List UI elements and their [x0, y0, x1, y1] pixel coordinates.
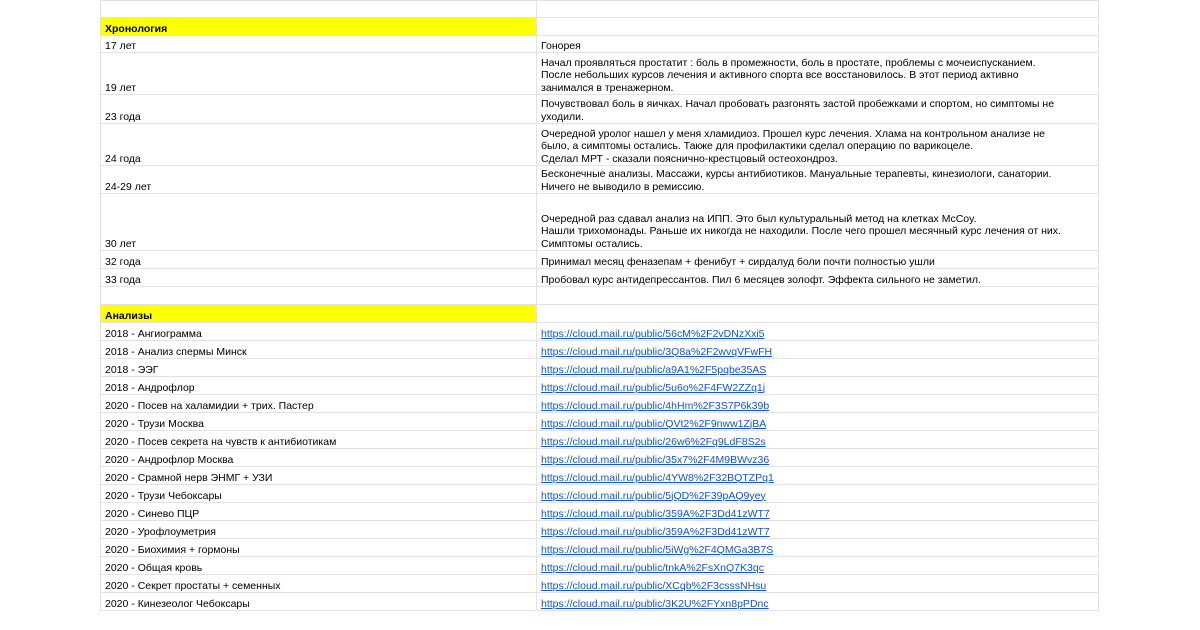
analysis-link-cell[interactable] [537, 449, 1099, 467]
age-cell[interactable]: 19 лет [101, 53, 537, 95]
analysis-link[interactable]: https://cloud.mail.ru/public/3K2U%2FYxn8pPDnc [541, 597, 769, 610]
analysis-name-cell[interactable]: 2018 - Анализ спермы Минск [101, 341, 537, 359]
event-cell[interactable] [537, 194, 1099, 251]
analysis-link[interactable]: https://cloud.mail.ru/public/5u6o%2F4FW2ZZq1j [541, 381, 766, 394]
age-cell[interactable]: 24-29 лет [101, 166, 537, 194]
analysis-name-cell[interactable]: 2020 - Секрет простаты + семенных [101, 575, 537, 593]
event-cell[interactable] [537, 251, 1099, 269]
analysis-link[interactable]: https://cloud.mail.ru/public/tnkA%2FsXnQ7K3qc [541, 561, 764, 574]
cell[interactable] [101, 1, 537, 18]
event-cell[interactable] [537, 95, 1099, 124]
event-line: Ничего не выводило в ремиссию. [541, 180, 705, 193]
analyses-header[interactable]: Анализы [101, 305, 537, 323]
event-line: Симптомы остались. [541, 237, 643, 250]
chronology-row [101, 36, 1099, 53]
analysis-link-cell[interactable] [537, 377, 1099, 395]
analysis-link-cell[interactable] [537, 413, 1099, 431]
event-cell[interactable] [537, 53, 1099, 95]
analysis-link-cell[interactable] [537, 485, 1099, 503]
analysis-row [101, 503, 1099, 521]
analysis-link-cell[interactable] [537, 503, 1099, 521]
chronology-row [101, 53, 1099, 95]
analysis-link[interactable]: https://cloud.mail.ru/public/26w6%2Fq9LdF8S2s [541, 435, 766, 448]
analysis-link[interactable]: https://cloud.mail.ru/public/4YW8%2F32BQTZPq1 [541, 471, 774, 484]
analysis-row [101, 413, 1099, 431]
event-line: было, а симптомы остались. Также для профилактики сделал операцию по варикоцеле. [541, 140, 974, 152]
chronology-row [101, 95, 1099, 124]
analysis-link[interactable]: https://cloud.mail.ru/public/5iWg%2F4QMGa3B7S [541, 543, 774, 556]
analysis-name-cell[interactable]: 2020 - Посев секрета на чувств к антибиотикам [101, 431, 537, 449]
analysis-link-cell[interactable] [537, 521, 1099, 539]
chronology-row [101, 251, 1099, 269]
analysis-row [101, 557, 1099, 575]
analysis-row [101, 521, 1099, 539]
analysis-name-cell[interactable]: 2018 - ЭЭГ [101, 359, 537, 377]
analysis-link-cell[interactable] [537, 341, 1099, 359]
chronology-row [101, 269, 1099, 287]
analysis-name-cell[interactable]: 2020 - Трузи Москва [101, 413, 537, 431]
analysis-link[interactable]: https://cloud.mail.ru/public/359A%2F3Dd41zWT7 [541, 525, 770, 538]
analysis-link[interactable]: https://cloud.mail.ru/public/a9A1%2F5pqbe35AS [541, 363, 767, 376]
event-line: Бесконечные анализы. Массажи, курсы антибиотиков. Мануальные терапевты, кинезиологи, санатории. [541, 168, 1052, 180]
event-line: Пробовал курс антидепрессантов. Пил 6 месяцев золофт. Эффекта сильного не заметил. [541, 273, 981, 286]
analysis-link[interactable]: https://cloud.mail.ru/public/4hHm%2F3S7P6k39b [541, 399, 770, 412]
analysis-row [101, 377, 1099, 395]
event-cell[interactable] [537, 269, 1099, 287]
chronology-header-row [101, 18, 1099, 36]
event-line: Принимал месяц феназепам + фенибут + сирдалуд боли почти полностью ушли [541, 255, 935, 268]
event-line: Почувствовал боль в яичках. Начал пробовать разгонять застой пробежками и спортом, но симптомы не [541, 98, 1055, 110]
analysis-row [101, 341, 1099, 359]
event-cell[interactable] [537, 124, 1099, 166]
cell[interactable] [101, 287, 537, 305]
analysis-name-cell[interactable]: 2020 - Срамной нерв ЭНМГ + УЗИ [101, 467, 537, 485]
event-line: Очередной уролог нашел у меня хламидиоз. Прошел курс лечения. Хлама на контрольном анализе не [541, 127, 1045, 140]
event-line: Нашли трихомонады. Раньше их никогда не находили. После чего прошел месячный курс лечения от них. [541, 225, 1061, 237]
analysis-row [101, 485, 1099, 503]
analysis-name-cell[interactable]: 2018 - Андрофлор [101, 377, 537, 395]
analysis-name-cell[interactable]: 2020 - Общая кровь [101, 557, 537, 575]
analysis-link[interactable]: https://cloud.mail.ru/public/5jQD%2F39pAQ9yey [541, 489, 766, 502]
analysis-link[interactable]: https://cloud.mail.ru/public/359A%2F3Dd41zWT7 [541, 507, 770, 520]
analysis-link[interactable]: https://cloud.mail.ru/public/56cM%2F2vDNzXxi5 [541, 327, 765, 340]
analysis-name-cell[interactable]: 2020 - Синево ПЦР [101, 503, 537, 521]
event-line: Очередной раз сдавал анализ на ИПП. Это был культуральный метод на клетках McCoy. [541, 212, 977, 225]
age-cell[interactable]: 30 лет [101, 194, 537, 251]
analysis-row [101, 593, 1099, 611]
chronology-header[interactable]: Хронология [101, 18, 537, 36]
analysis-row [101, 449, 1099, 467]
analysis-name-cell[interactable]: 2020 - Кинезеолог Чебоксары [101, 593, 537, 611]
analysis-row [101, 395, 1099, 413]
spreadsheet-grid [100, 0, 1099, 611]
analysis-link-cell[interactable] [537, 467, 1099, 485]
event-cell[interactable] [537, 36, 1099, 53]
analysis-name-cell[interactable]: 2020 - Урофлоуметрия [101, 521, 537, 539]
event-line: Начал проявляться простатит : боль в промежности, боль в простате, проблемы с мочеиспусканием. [541, 56, 1036, 69]
analysis-row [101, 575, 1099, 593]
analysis-row [101, 539, 1099, 557]
chronology-row [101, 124, 1099, 166]
age-cell[interactable]: 23 года [101, 95, 537, 124]
analysis-row [101, 323, 1099, 341]
analysis-link[interactable]: https://cloud.mail.ru/public/XCqb%2F3csssNHsu [541, 579, 767, 592]
analysis-link[interactable]: https://cloud.mail.ru/public/QVt2%2F9nww1ZjBA [541, 417, 767, 430]
blank-row [101, 287, 1099, 305]
cell[interactable] [537, 1, 1099, 18]
event-line: уходили. [541, 110, 584, 123]
cell[interactable] [537, 287, 1099, 305]
analyses-header-row [101, 305, 1099, 323]
event-line: После небольших курсов лечения и активного спорта все восстановилось. В этот период активно [541, 69, 1019, 81]
age-cell[interactable]: 33 года [101, 269, 537, 287]
analysis-link-cell[interactable] [537, 593, 1099, 611]
analysis-link-cell[interactable] [537, 431, 1099, 449]
analysis-name-cell[interactable]: 2018 - Ангиограмма [101, 323, 537, 341]
event-line: занимался в тренажерном. [541, 81, 674, 94]
analysis-row [101, 431, 1099, 449]
grid-body [101, 1, 1099, 611]
analysis-link-cell[interactable] [537, 323, 1099, 341]
cell[interactable] [537, 305, 1099, 323]
analysis-name-cell[interactable]: 2020 - Биохимия + гормоны [101, 539, 537, 557]
age-cell[interactable]: 17 лет [101, 36, 537, 53]
event-line: Сделал МРТ - сказали пояснично-крестцовый остеохондроз. [541, 152, 838, 165]
age-cell[interactable]: 24 года [101, 124, 537, 166]
analysis-link-cell[interactable] [537, 557, 1099, 575]
analysis-link-cell[interactable] [537, 395, 1099, 413]
analysis-name-cell[interactable]: 2020 - Посев на халамидии + трих. Пастер [101, 395, 537, 413]
chronology-row [101, 194, 1099, 251]
analysis-link-cell[interactable] [537, 359, 1099, 377]
event-line: Гонорея [541, 39, 581, 52]
cell[interactable] [537, 18, 1099, 36]
analysis-link-cell[interactable] [537, 539, 1099, 557]
analysis-name-cell[interactable]: 2020 - Трузи Чебоксары [101, 485, 537, 503]
analysis-link[interactable]: https://cloud.mail.ru/public/35x7%2F4M9BWvz36 [541, 453, 770, 466]
analysis-row [101, 467, 1099, 485]
event-cell[interactable] [537, 166, 1099, 194]
chronology-row [101, 166, 1099, 194]
analysis-name-cell[interactable]: 2020 - Андрофлор Москва [101, 449, 537, 467]
blank-row [101, 1, 1099, 18]
analysis-link[interactable]: https://cloud.mail.ru/public/3Q8a%2F2wvqVFwFH [541, 345, 773, 358]
analysis-row [101, 359, 1099, 377]
analysis-link-cell[interactable] [537, 575, 1099, 593]
age-cell[interactable]: 32 года [101, 251, 537, 269]
